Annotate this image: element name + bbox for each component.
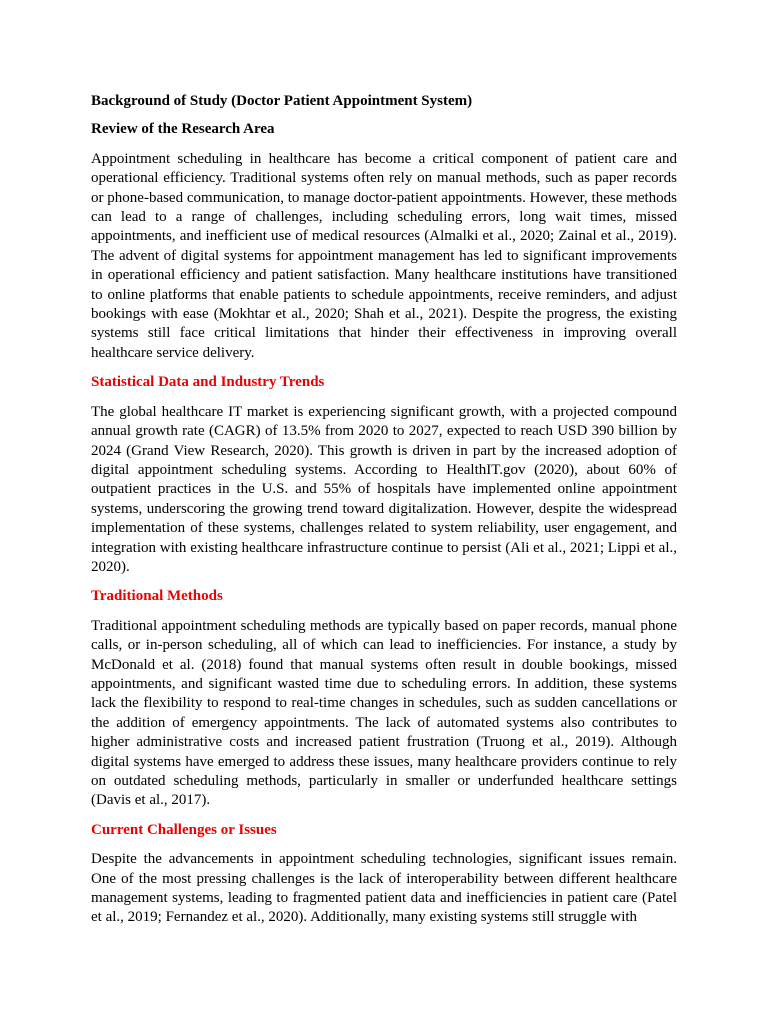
paragraph-challenges: Despite the advancements in appointment scheduling technologies, significant issues remain. One of the most pressing challenges is the lack of interoperability between different healthcare management systems, leading to fragmented patient data and inefficiencies in patient care (Patel et al., 2019; Fernandez et al., 2020). Additionally, many existing systems still struggle with bbox=[91, 851, 677, 926]
section-heading-challenges: Current Challenges or Issues bbox=[91, 821, 277, 838]
section-heading-review: Review of the Research Area bbox=[91, 121, 275, 138]
section-heading-statistics: Statistical Data and Industry Trends bbox=[91, 374, 325, 391]
document-title: Background of Study (Doctor Patient Appointment System) bbox=[91, 93, 473, 109]
paragraph-traditional-methods: Traditional appointment scheduling methods are typically based on paper records, manual phone calls, or in-person scheduling, all of which can lead to inefficiencies. For instance, a study by McDonald et al. (2018) found that manual systems often result in double bookings, missed appointments, and significant wasted time due to scheduling errors. In addition, these systems lack the flexibility to respond to real-time changes in schedules, such as sudden cancellations or the addition of emergency appointments. The lack of automated systems also contributes to higher administrative costs and increased patient frustration (Truong et al., 2019). Although digital systems have emerged to address these issues, many healthcare providers continue to rely on outdated scheduling methods, particularly in smaller or underfunded healthcare settings (Davis et al., 2017). bbox=[91, 617, 677, 809]
paragraph-statistics: The global healthcare IT market is experiencing significant growth, with a projected compound annual growth rate (CAGR) of 13.5% from 2020 to 2027, expected to reach USD 390 billion by 2024 (Grand View Research, 2020). This growth is driven in part by the increased adoption of digital appointment scheduling systems. According to HealthIT.gov (2020), about 60% of outpatient practices in the U.S. and 55% of hospitals have implemented online appointment systems, underscoring the growing trend toward digitalization. However, despite the widespread implementation of these systems, challenges related to system reliability, user engagement, and integration with existing healthcare infrastructure continue to persist (Ali et al., 2021; Lippi et al., 2020). bbox=[91, 403, 677, 575]
section-heading-traditional-methods: Traditional Methods bbox=[91, 588, 223, 605]
document-page bbox=[91, 92, 677, 938]
paragraph-review: Appointment scheduling in healthcare has become a critical component of patient care and operational efficiency. Traditional systems often rely on manual methods, such as paper records or phone-based communication, to manage doctor-patient appointments. However, these methods can lead to a range of challenges, including scheduling errors, long wait times, missed appointments, and inefficient use of medical resources (Almalki et al., 2020; Zainal et al., 2019). The advent of digital systems for appointment management has led to significant improvements in operational efficiency and patient satisfaction. Many healthcare institutions have transitioned to online platforms that enable patients to schedule appointments, receive reminders, and adjust bookings with ease (Mokhtar et al., 2020; Shah et al., 2021). Despite the progress, the existing systems still face critical limitations that hinder their effectiveness in improving overall healthcare service delivery. bbox=[91, 150, 677, 361]
